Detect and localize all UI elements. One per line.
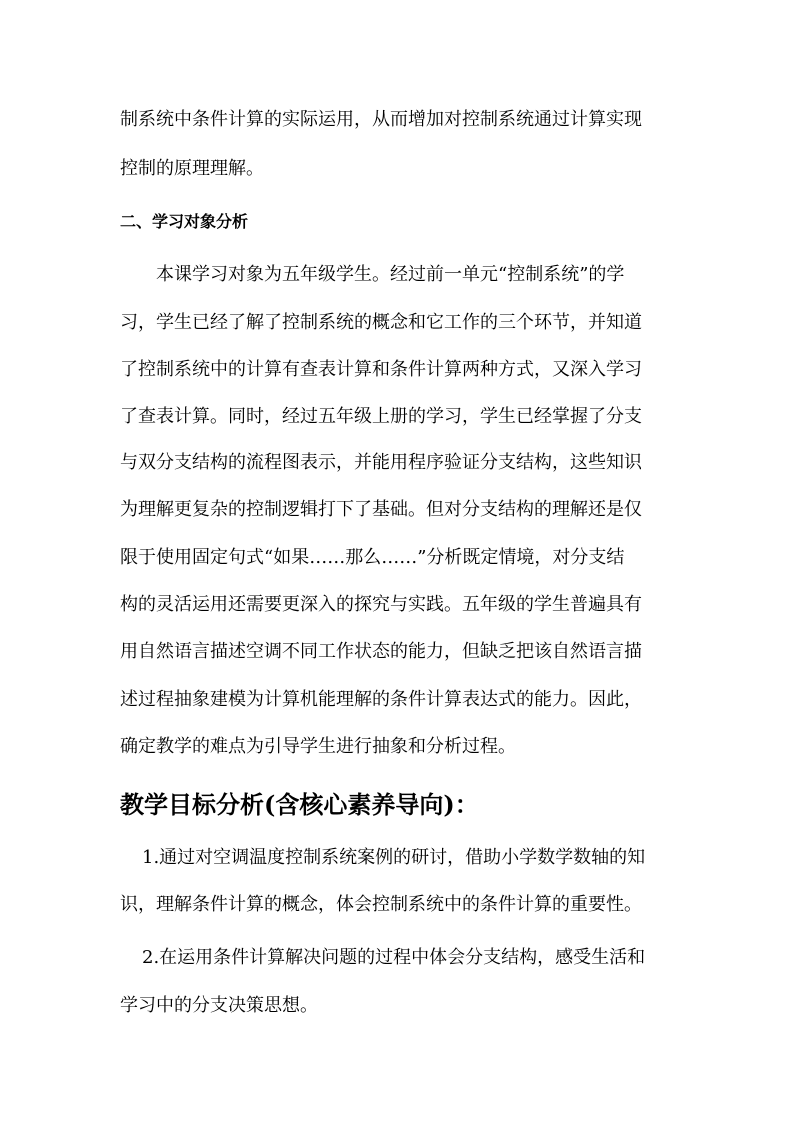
paragraph-line: 构的灵活运用还需要更深入的探究与实践。五年级的学生普遍具有 [120, 594, 642, 615]
paragraph-line: 述过程抽象建模为计算机能理解的条件计算表达式的能力。因此， [120, 689, 642, 710]
paragraph-line: 制系统中条件计算的实际运用，从而增加对控制系统通过计算实现 [120, 109, 642, 130]
objectives-heading: 教学目标分析(含核心素养导向)： [120, 790, 479, 819]
paragraph-line: 控制的原理理解。 [120, 158, 264, 179]
paragraph-line: 本课学习对象为五年级学生。经过前一单元“控制系统”的学 [156, 264, 625, 285]
paragraph-line: 习，学生已经了解了控制系统的概念和它工作的三个环节，并知道 [120, 312, 642, 333]
section-heading: 二、学习对象分析 [120, 212, 249, 231]
paragraph-line: 用自然语言描述空调不同工作状态的能力，但缺乏把该自然语言描 [120, 641, 642, 662]
paragraph-line: 了控制系统中的计算有查表计算和条件计算两种方式，又深入学习 [120, 359, 642, 380]
paragraph-line: 与双分支结构的流程图表示，并能用程序验证分支结构，这些知识 [120, 452, 642, 473]
paragraph-line: 了查表计算。同时，经过五年级上册的学习，学生已经掌握了分支 [120, 406, 642, 427]
paragraph-line: 限于使用固定句式“如果……那么……”分析既定情境，对分支结 [120, 547, 625, 568]
paragraph-line: 为理解更复杂的控制逻辑打下了基础。但对分支结构的理解还是仅 [120, 499, 642, 520]
paragraph-line: 确定教学的难点为引导学生进行抽象和分析过程。 [120, 736, 516, 757]
objective-line: 2.在运用条件计算解决问题的过程中体会分支结构，感受生活和 [142, 947, 646, 968]
objective-line: 识，理解条件计算的概念，体会控制系统中的条件计算的重要性。 [120, 894, 642, 915]
objective-line: 学习中的分支决策思想。 [120, 995, 318, 1016]
objective-line: 1.通过对空调温度控制系统案例的研讨，借助小学数学数轴的知 [142, 847, 646, 868]
